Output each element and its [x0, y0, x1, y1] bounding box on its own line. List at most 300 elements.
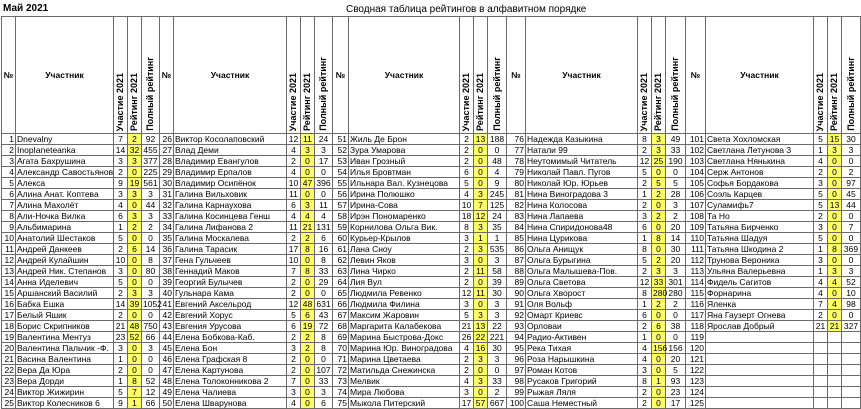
full-rating: 2 — [142, 222, 160, 233]
participation-count: 4 — [814, 156, 828, 167]
participation-count: 11 — [287, 189, 301, 200]
rating-2021: 21 — [301, 222, 315, 233]
rating-2021: 0 — [474, 277, 488, 288]
full-rating — [842, 332, 861, 343]
rating-2021: 3 — [474, 354, 488, 365]
row-number: 70 — [333, 343, 349, 354]
rating-2021: 0 — [128, 354, 142, 365]
participation-count: 6 — [114, 211, 128, 222]
participation-count: 3 — [460, 387, 474, 398]
participation-count: 6 — [460, 167, 474, 178]
participation-count: 2 — [814, 310, 828, 321]
rating-2021: 0 — [474, 365, 488, 376]
rating-2021: 2 — [301, 332, 315, 343]
rating-2021: 3 — [474, 189, 488, 200]
rating-2021: 0 — [652, 387, 666, 398]
full-rating: 11 — [315, 200, 333, 211]
rating-2021: 0 — [474, 156, 488, 167]
rating-2021: 3 — [474, 222, 488, 233]
row-number: 84 — [507, 222, 526, 233]
participation-count: 2 — [114, 288, 128, 299]
full-rating: 12 — [142, 387, 160, 398]
header-full-rating-text: Полный рейтинг — [491, 57, 502, 131]
participant-name — [706, 332, 814, 343]
full-rating — [842, 398, 861, 409]
row-number: 106 — [686, 189, 706, 200]
full-rating: 30 — [842, 134, 861, 145]
rating-2021: 0 — [652, 398, 666, 409]
row-number: 80 — [507, 178, 526, 189]
rating-2021: 2 — [128, 222, 142, 233]
rating-2021: 0 — [301, 365, 315, 376]
full-rating: 3 — [488, 354, 507, 365]
header-no: № — [686, 17, 706, 134]
row-number: 102 — [686, 145, 706, 156]
rating-2021: 0 — [474, 255, 488, 266]
row-number: 96 — [507, 354, 526, 365]
header-rating-2021-text: Рейтинг 2021 — [302, 73, 312, 131]
participant-name: Трунова Вероника — [706, 255, 814, 266]
row-number: 2 — [2, 145, 16, 156]
full-rating: 52 — [842, 277, 861, 288]
rating-2021 — [828, 332, 842, 343]
participant-name: Форнарина — [706, 288, 814, 299]
full-rating: 44 — [842, 200, 861, 211]
participation-count: 8 — [638, 134, 652, 145]
rating-2021: 0 — [828, 288, 842, 299]
rating-2021: 2 — [301, 343, 315, 354]
participant-name: Виктор Жижирин — [16, 387, 114, 398]
rating-2021 — [828, 376, 842, 387]
participant-name: Яна Гаузерт Огнева — [706, 310, 814, 321]
participant-name: Гена Гульчеев — [174, 255, 287, 266]
header-participation-2021-text: Участие 2021 — [639, 72, 649, 131]
participant-name: Неутомимый Читатель — [526, 156, 638, 167]
participant-name: Виктор Колесников 6 — [16, 398, 114, 409]
header-participant: Участник — [174, 17, 287, 134]
row-number: 114 — [686, 277, 706, 288]
header-rating-2021 — [301, 17, 315, 134]
row-number: 66 — [333, 299, 349, 310]
rating-2021: 22 — [474, 332, 488, 343]
full-rating: 0 — [142, 310, 160, 321]
full-rating: 49 — [666, 134, 686, 145]
rating-2021: 0 — [652, 332, 666, 343]
participation-count: 6 — [638, 222, 652, 233]
participant-name: Света Хохломская — [706, 134, 814, 145]
participation-count: 12 — [287, 134, 301, 145]
row-number: 77 — [507, 145, 526, 156]
participant-name: Елена Бобкова-Каб. — [174, 332, 287, 343]
row-number: 120 — [686, 343, 706, 354]
full-rating: 280 — [666, 288, 686, 299]
participation-count: 4 — [814, 288, 828, 299]
participation-count: 4 — [460, 343, 474, 354]
participation-count: 3 — [814, 255, 828, 266]
row-number: 52 — [333, 145, 349, 156]
participant-name: Альбимарина — [16, 222, 114, 233]
row-number: 33 — [160, 211, 174, 222]
full-rating: 0 — [842, 211, 861, 222]
row-number: 124 — [686, 387, 706, 398]
participant-name: Ирина-Сова — [349, 200, 460, 211]
row-number: 39 — [160, 277, 174, 288]
rating-2021: 0 — [652, 200, 666, 211]
participant-name: Васина Валентина — [16, 354, 114, 365]
participant-name: Илья Бровтман — [349, 167, 460, 178]
rating-2021: 3 — [128, 288, 142, 299]
table-row — [2, 200, 861, 211]
table-row — [2, 343, 861, 354]
participation-count: 5 — [814, 189, 828, 200]
header-participation-2021-text: Участие 2021 — [115, 72, 125, 131]
participation-count: 2 — [638, 398, 652, 409]
participant-name: Алина Анат. Коптева — [16, 189, 114, 200]
row-number: 56 — [333, 189, 349, 200]
ratings-table — [1, 16, 861, 409]
row-number: 73 — [333, 376, 349, 387]
row-number: 51 — [333, 134, 349, 145]
row-number: 17 — [2, 310, 16, 321]
rating-2021: 3 — [474, 244, 488, 255]
table-row — [2, 310, 861, 321]
rating-2021: 1 — [128, 398, 142, 409]
participant-name: Евгений Аксельрод — [174, 299, 287, 310]
rating-2021: 2 — [652, 255, 666, 266]
full-rating: 0 — [142, 354, 160, 365]
row-number: 107 — [686, 200, 706, 211]
row-number: 91 — [507, 299, 526, 310]
row-number: 62 — [333, 255, 349, 266]
full-rating: 6 — [315, 398, 333, 409]
full-rating: 0 — [142, 233, 160, 244]
rating-2021: 5 — [652, 178, 666, 189]
row-number: 20 — [2, 343, 16, 354]
row-number: 74 — [333, 387, 349, 398]
participant-name: Ольга Бурыгина — [526, 255, 638, 266]
rating-2021: 2 — [652, 211, 666, 222]
rating-2021: 13 — [474, 134, 488, 145]
participant-name: Алина Махолёт — [16, 200, 114, 211]
table-row — [2, 398, 861, 409]
header-rating-2021 — [128, 17, 142, 134]
full-rating: 0 — [488, 365, 507, 376]
participant-name: Иван Грозный — [349, 156, 460, 167]
participation-count: 2 — [287, 332, 301, 343]
participant-name: Валентина Пальчик -Ф. — [16, 343, 114, 354]
rating-2021: 0 — [652, 354, 666, 365]
participant-name: Нина Цурикова — [526, 233, 638, 244]
row-number: 76 — [507, 134, 526, 145]
rating-2021: 47 — [301, 178, 315, 189]
table-row — [2, 145, 861, 156]
participation-count: 5 — [814, 200, 828, 211]
participant-name — [706, 354, 814, 365]
full-rating: 2 — [842, 167, 861, 178]
full-rating: 0 — [842, 156, 861, 167]
participant-name: Мыкола Питерский — [349, 398, 460, 409]
full-rating: 3 — [142, 288, 160, 299]
full-rating: 45 — [842, 189, 861, 200]
full-rating: 3 — [842, 145, 861, 156]
participation-count: 6 — [287, 321, 301, 332]
participant-name: Николай Юр. Юрьев — [526, 178, 638, 189]
participant-name: Максим Жаровин — [349, 310, 460, 321]
table-row — [2, 376, 861, 387]
rating-2021: 3 — [128, 211, 142, 222]
full-rating: 92 — [142, 134, 160, 145]
participant-name: Елена Графская 8 — [174, 354, 287, 365]
full-rating: 3 — [142, 189, 160, 200]
participant-name: Галина Карнаухова — [174, 200, 287, 211]
participation-count — [814, 354, 828, 365]
full-rating: 188 — [488, 134, 507, 145]
participation-count: 1 — [638, 233, 652, 244]
full-rating: 369 — [842, 244, 861, 255]
full-rating: 4 — [488, 167, 507, 178]
rating-2021: 0 — [301, 376, 315, 387]
participant-name: Корнилова Ольга Вик. — [349, 222, 460, 233]
row-number: 36 — [160, 244, 174, 255]
participation-count: 2 — [460, 354, 474, 365]
row-number: 49 — [160, 387, 174, 398]
participant-name: Яленка — [706, 299, 814, 310]
participant-name: Владимир Осипёнок — [174, 178, 287, 189]
full-rating: 0 — [666, 167, 686, 178]
full-rating: 3 — [666, 266, 686, 277]
full-rating: 667 — [488, 398, 507, 409]
row-number: 43 — [160, 321, 174, 332]
participation-count: 5 — [814, 134, 828, 145]
rating-2021: 0 — [128, 365, 142, 376]
header-full-rating-text: Полный рейтинг — [318, 57, 328, 131]
full-rating: 6 — [315, 233, 333, 244]
participant-name: Влад Деми — [174, 145, 287, 156]
rating-2021: 0 — [652, 244, 666, 255]
row-number: 88 — [507, 266, 526, 277]
participant-name: Dnevalny — [16, 134, 114, 145]
row-number: 47 — [160, 365, 174, 376]
full-rating: 58 — [488, 266, 507, 277]
full-rating: 9 — [488, 178, 507, 189]
participation-count: 3 — [638, 211, 652, 222]
participation-count: 4 — [287, 145, 301, 156]
row-number: 37 — [160, 255, 174, 266]
participant-name: Галина Вильховик — [174, 189, 287, 200]
header-rating-2021-text: Рейтинг 2021 — [129, 73, 139, 131]
rating-2021: 4 — [828, 277, 842, 288]
rating-2021: 0 — [128, 255, 142, 266]
full-rating: 3 — [666, 200, 686, 211]
rating-2021: 1 — [652, 376, 666, 387]
header-participation-2021 — [460, 17, 474, 134]
rating-2021: 52 — [128, 332, 142, 343]
participant-name: Вера Да Юра — [16, 365, 114, 376]
participation-count: 2 — [287, 365, 301, 376]
participant-name: Гульнара Кама — [174, 288, 287, 299]
row-number: 113 — [686, 266, 706, 277]
full-rating: 48 — [488, 156, 507, 167]
participant-name: Анатолий Шестаков — [16, 233, 114, 244]
header-rating-2021-text: Рейтинг 2021 — [829, 73, 839, 131]
participant-name: Ильнара Вал. Кузнецова — [349, 178, 460, 189]
participant-name: Андрей Данкеев — [16, 244, 114, 255]
participant-name: Галина Москалева — [174, 233, 287, 244]
full-rating: 2 — [666, 299, 686, 310]
participation-count — [814, 332, 828, 343]
participation-count: 2 — [114, 167, 128, 178]
table-row — [2, 244, 861, 255]
row-number: 101 — [686, 134, 706, 145]
participation-count: 4 — [638, 354, 652, 365]
participant-name: Натали 99 — [526, 145, 638, 156]
participation-count — [814, 376, 828, 387]
participation-count: 21 — [460, 321, 474, 332]
participant-name: Али-Ночка Вилка — [16, 211, 114, 222]
header-participation-2021-text: Участие 2021 — [815, 72, 825, 131]
participation-count: 2 — [638, 266, 652, 277]
full-rating — [842, 376, 861, 387]
participant-name: Русаков Григорий — [526, 376, 638, 387]
full-rating — [842, 365, 861, 376]
rating-2021: 156 — [653, 343, 668, 353]
table-row — [2, 321, 861, 332]
participant-name: Мелвик — [349, 376, 460, 387]
rating-2021: 0 — [128, 266, 142, 277]
participant-name: InopIaneteanka — [16, 145, 114, 156]
participation-count: 1 — [114, 376, 128, 387]
row-number: 9 — [2, 222, 16, 233]
full-rating: 28 — [666, 189, 686, 200]
participant-name: Светлана Летунова 3 — [706, 145, 814, 156]
rating-2021: 19 — [301, 321, 315, 332]
participation-count: 2 — [460, 266, 474, 277]
full-rating: 3 — [142, 211, 160, 222]
rating-2021: 0 — [652, 310, 666, 321]
rating-2021: 0 — [828, 310, 842, 321]
full-rating: 2 — [666, 211, 686, 222]
rating-2021: 8 — [652, 233, 666, 244]
participant-name: Марина Юр. Виноградова — [349, 343, 460, 354]
full-rating: 3 — [842, 266, 861, 277]
row-number: 109 — [686, 222, 706, 233]
row-number: 57 — [333, 200, 349, 211]
header-no: № — [333, 17, 349, 134]
row-number: 81 — [507, 189, 526, 200]
rating-2021: 0 — [301, 398, 315, 409]
participation-count: 5 — [460, 178, 474, 189]
full-rating: 17 — [666, 398, 686, 409]
full-rating: 190 — [666, 156, 686, 167]
full-rating: 38 — [666, 321, 686, 332]
full-rating: 0 — [666, 310, 686, 321]
rating-2021 — [828, 365, 842, 376]
participation-count: 2 — [287, 288, 301, 299]
row-number: 125 — [686, 398, 706, 409]
row-number: 11 — [2, 244, 16, 255]
full-rating: 535 — [488, 244, 507, 255]
row-number: 86 — [507, 244, 526, 255]
participant-name: Лина Чирко — [349, 266, 460, 277]
participant-name: Роман Котов — [526, 365, 638, 376]
participation-count: 6 — [287, 200, 301, 211]
row-number: 89 — [507, 277, 526, 288]
row-number: 44 — [160, 332, 174, 343]
row-number: 92 — [507, 310, 526, 321]
participant-name: Николай Павл. Пугов — [526, 167, 638, 178]
participant-name: Надежда Казыкина — [526, 134, 638, 145]
rating-2021: 0 — [828, 178, 842, 189]
row-number: 104 — [686, 167, 706, 178]
participation-count: 2 — [814, 167, 828, 178]
row-number: 25 — [2, 398, 16, 409]
row-number: 55 — [333, 178, 349, 189]
table-row — [2, 255, 861, 266]
row-number: 71 — [333, 354, 349, 365]
row-number: 29 — [160, 167, 174, 178]
rating-2021: 19 — [128, 178, 142, 189]
row-number: 35 — [160, 233, 174, 244]
participation-count: 4 — [460, 376, 474, 387]
participant-name: Фидель Сагитов — [706, 277, 814, 288]
row-number: 41 — [160, 299, 174, 310]
header-rating-2021 — [828, 17, 842, 134]
full-rating: 33 — [666, 145, 686, 156]
participant-name: Бабка Ешка — [16, 299, 114, 310]
full-rating: 97 — [842, 178, 861, 189]
rating-2021: 0 — [474, 167, 488, 178]
participation-count: 3 — [287, 387, 301, 398]
full-rating: 1 — [488, 233, 507, 244]
participant-name: Жиль Де Брон — [349, 134, 460, 145]
table-row — [2, 189, 861, 200]
row-number: 64 — [333, 277, 349, 288]
full-rating: 30 — [488, 343, 507, 354]
full-rating: 30 — [488, 288, 507, 299]
participation-count: 2 — [114, 310, 128, 321]
full-rating: 245 — [488, 189, 507, 200]
rating-2021: 6 — [652, 321, 666, 332]
table-row — [2, 299, 861, 310]
header-participant: Участник — [526, 17, 638, 134]
row-number: 8 — [2, 211, 16, 222]
full-rating: 20 — [666, 222, 686, 233]
participation-count: 8 — [638, 288, 652, 299]
table-row — [2, 233, 861, 244]
row-number: 97 — [507, 365, 526, 376]
rating-2021: 0 — [301, 277, 315, 288]
header-full-rating — [842, 17, 861, 134]
participant-name: Татьяна Бирченко — [706, 222, 814, 233]
rating-2021: 0 — [474, 299, 488, 310]
participant-name: Валентина Ментуз — [16, 332, 114, 343]
rating-2021: 0 — [301, 189, 315, 200]
participation-count: 3 — [114, 343, 128, 354]
participation-count: 1 — [638, 189, 652, 200]
header-participation-2021 — [114, 17, 128, 134]
row-number: 63 — [333, 266, 349, 277]
participation-count: 3 — [460, 255, 474, 266]
row-number: 85 — [507, 233, 526, 244]
participation-count: 6 — [638, 310, 652, 321]
participation-count: 4 — [287, 167, 301, 178]
rating-2021: 7 — [474, 200, 488, 211]
full-rating: 5 — [666, 365, 686, 376]
rating-2021: 57 — [474, 398, 488, 409]
full-rating — [842, 343, 861, 354]
participation-count: 3 — [460, 233, 474, 244]
rating-2021: 0 — [474, 387, 488, 398]
